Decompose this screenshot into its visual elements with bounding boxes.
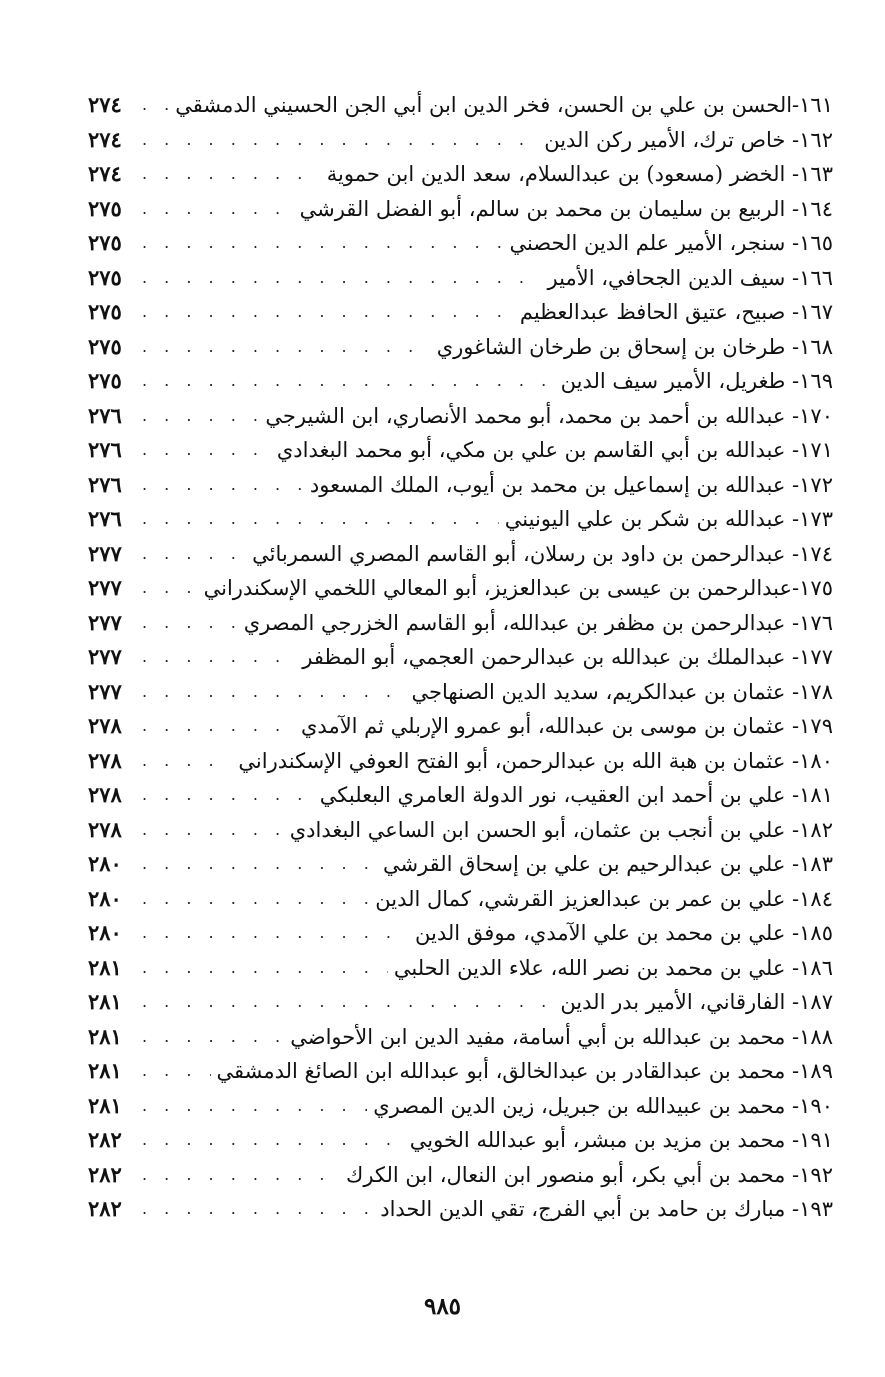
entry-title: ١٧٨- عثمان بن عبدالكريم، سديد الدين الصنهاجي bbox=[411, 679, 833, 704]
dot-leader bbox=[142, 985, 554, 1019]
entry-title: ١٩٠- محمد بن عبيدالله بن جبريل، زين الدين المصري bbox=[373, 1093, 833, 1118]
entry-title: ١٧٦- عبدالرحمن بن مظفر بن عبدالله، أبو القاسم الخزرجي المصري bbox=[243, 610, 833, 635]
entry-page-number: ٢٧٨ bbox=[88, 816, 122, 842]
dot-leader bbox=[142, 640, 296, 674]
toc-entry bbox=[88, 226, 833, 261]
toc-entry bbox=[88, 813, 833, 848]
toc-entry bbox=[88, 433, 833, 468]
toc-entry bbox=[88, 192, 833, 227]
entry-page-number: ٢٨٠ bbox=[88, 851, 122, 877]
dot-leader bbox=[142, 709, 295, 743]
toc-entry bbox=[88, 1123, 833, 1158]
toc-entry bbox=[88, 847, 833, 882]
entry-title: ١٧٤- عبدالرحمن بن داود بن رسلان، أبو القاسم المصري السمربائي bbox=[252, 541, 833, 566]
toc-entry bbox=[88, 571, 833, 606]
entry-title: ١٩١- محمد بن مزيد بن مبشر، أبو عبدالله الخويي bbox=[409, 1128, 833, 1153]
entry-page-number: ٢٨١ bbox=[88, 1058, 122, 1084]
entry-title: ١٦٢- خاص ترك، الأمير ركن الدين bbox=[544, 127, 833, 152]
dot-leader bbox=[142, 330, 431, 364]
dot-leader bbox=[142, 433, 271, 467]
dot-leader bbox=[142, 778, 314, 812]
entry-page-number: ٢٧٦ bbox=[88, 506, 122, 532]
entry-title: ١٩٢- محمد بن أبي بكر، أبو منصور ابن النعال، ابن الكرك bbox=[346, 1162, 833, 1187]
dot-leader bbox=[142, 1192, 374, 1226]
entry-page-number: ٢٧٧ bbox=[88, 678, 122, 704]
toc-entry bbox=[88, 330, 833, 365]
dot-leader bbox=[142, 468, 304, 502]
toc-entry bbox=[88, 123, 833, 158]
entry-page-number: ٢٨١ bbox=[88, 1023, 122, 1049]
entry-title: ١٨٨- محمد بن عبدالله بن أبي أسامة، مفيد الدين ابن الأحواضي bbox=[290, 1024, 833, 1049]
toc-entry bbox=[88, 675, 833, 710]
entry-page-number: ٢٨٠ bbox=[88, 885, 122, 911]
entry-title: ١٧٧- عبدالملك بن عبدالله بن عبدالرحمن العجمي، أبو المظفر bbox=[302, 645, 833, 670]
dot-leader bbox=[142, 1158, 340, 1192]
toc-entry bbox=[88, 502, 833, 537]
dot-leader bbox=[142, 847, 377, 881]
dot-leader bbox=[142, 813, 284, 847]
entry-title: ١٦٤- الربيع بن سليمان بن محمد بن سالم، أبو الفضل القرشي bbox=[299, 196, 833, 221]
entry-title: ١٨٩- محمد بن عبدالقادر بن عبدالخالق، أبو عبدالله ابن الصائغ الدمشقي bbox=[216, 1059, 833, 1084]
entry-title: ١٧٣- عبدالله بن شكر بن علي اليونيني bbox=[504, 507, 833, 532]
entry-page-number: ٢٧٨ bbox=[88, 713, 122, 739]
toc-entry bbox=[88, 468, 833, 503]
entry-title: ١٦٥- سنجر، الأمير علم الدين الحصني bbox=[509, 231, 833, 256]
entry-title: ١٧١- عبدالله بن أبي القاسم بن علي بن مكي، أبو محمد البغدادي bbox=[276, 438, 833, 463]
dot-leader bbox=[142, 537, 246, 571]
entry-page-number: ٢٧٥ bbox=[88, 264, 122, 290]
dot-leader bbox=[142, 571, 198, 605]
dot-leader bbox=[142, 916, 409, 950]
entry-title: ١٨٠- عثمان بن هبة الله بن عبدالرحمن، أبو الفتح العوفي الإسكندراني bbox=[238, 748, 833, 773]
entry-page-number: ٢٧٦ bbox=[88, 437, 122, 463]
toc-entry bbox=[88, 1020, 833, 1055]
toc-entry bbox=[88, 1158, 833, 1193]
entry-page-number: ٢٨١ bbox=[88, 989, 122, 1015]
entry-page-number: ٢٧٤ bbox=[88, 92, 122, 118]
toc-entry bbox=[88, 709, 833, 744]
entry-page-number: ٢٨٢ bbox=[88, 1196, 122, 1222]
dot-leader bbox=[142, 1089, 367, 1123]
entry-title: ١٦٨- طرخان بن إسحاق بن طرخان الشاغوري bbox=[436, 334, 833, 359]
entry-page-number: ٢٧٥ bbox=[88, 195, 122, 221]
entry-page-number: ٢٨١ bbox=[88, 1092, 122, 1118]
entry-title: ١٨١- علي بن أحمد ابن العقيب، نور الدولة العامري البعلبكي bbox=[319, 783, 833, 808]
entry-page-number: ٢٨١ bbox=[88, 954, 122, 980]
entry-title: ١٧٠- عبدالله بن أحمد بن محمد، أبو محمد الأنصاري، ابن الشيرجي bbox=[265, 403, 833, 428]
toc-entry bbox=[88, 951, 833, 986]
entry-title: ١٧٥-عبدالرحمن بن عيسى بن عبدالعزيز، أبو المعالي اللخمي الإسكندراني bbox=[203, 576, 833, 601]
dot-leader bbox=[142, 1020, 284, 1054]
dot-leader bbox=[142, 123, 538, 157]
toc-entry bbox=[88, 778, 833, 813]
entry-title: ١٨٢- علي بن أنجب بن عثمان، أبو الحسن ابن الساعي البغدادي bbox=[289, 817, 833, 842]
entry-title: ١٨٣- علي بن عبدالرحيم بن علي بن إسحاق القرشي bbox=[382, 852, 833, 877]
toc-entry bbox=[88, 537, 833, 572]
entry-page-number: ٢٧٥ bbox=[88, 299, 122, 325]
entry-page-number: ٢٧٤ bbox=[88, 161, 122, 187]
toc-entry bbox=[88, 157, 833, 192]
entry-title: ١٧٢- عبدالله بن إسماعيل بن محمد بن أيوب، الملك المسعود bbox=[309, 472, 833, 497]
entry-page-number: ٢٧٤ bbox=[88, 126, 122, 152]
toc-entry bbox=[88, 882, 833, 917]
entry-title: ١٦٦- سيف الدين الجحافي، الأمير bbox=[547, 265, 833, 290]
toc-entry bbox=[88, 295, 833, 330]
table-of-contents bbox=[88, 88, 833, 1227]
entry-title: ١٨٤- علي بن عمر بن عبدالعزيز القرشي، كمال الدين bbox=[375, 886, 833, 911]
dot-leader bbox=[142, 882, 369, 916]
toc-entry bbox=[88, 640, 833, 675]
dot-leader bbox=[142, 399, 259, 433]
entry-page-number: ٢٨٠ bbox=[88, 920, 122, 946]
entry-title: ١٨٥- علي بن محمد بن علي الآمدي، موفق الدين bbox=[415, 921, 833, 946]
toc-entry bbox=[88, 744, 833, 779]
toc-entry bbox=[88, 88, 833, 123]
dot-leader bbox=[142, 951, 388, 985]
entry-page-number: ٢٧٧ bbox=[88, 644, 122, 670]
dot-leader bbox=[142, 157, 321, 191]
entry-title: ١٨٦- علي بن محمد بن نصر الله، علاء الدين الحلبي bbox=[393, 955, 833, 980]
entry-title: ١٦١-الحسن بن علي بن الحسن، فخر الدين ابن أبي الجن الحسيني الدمشقي bbox=[175, 93, 833, 118]
entry-page-number: ٢٨٢ bbox=[88, 1161, 122, 1187]
dot-leader bbox=[142, 1123, 404, 1157]
dot-leader bbox=[142, 606, 238, 640]
page-number: ٩٨٥ bbox=[423, 1293, 462, 1320]
toc-entry bbox=[88, 399, 833, 434]
entry-page-number: ٢٧٨ bbox=[88, 747, 122, 773]
entry-page-number: ٢٧٧ bbox=[88, 609, 122, 635]
dot-leader bbox=[142, 744, 232, 778]
dot-leader bbox=[142, 192, 294, 226]
entry-page-number: ٢٧٥ bbox=[88, 333, 122, 359]
entry-page-number: ٢٧٧ bbox=[88, 540, 122, 566]
dot-leader bbox=[142, 88, 169, 122]
entry-page-number: ٢٧٦ bbox=[88, 402, 122, 428]
dot-leader bbox=[142, 364, 555, 398]
toc-entry bbox=[88, 916, 833, 951]
dot-leader bbox=[142, 1054, 211, 1088]
toc-entry bbox=[88, 364, 833, 399]
entry-title: ١٧٩- عثمان بن موسى بن عبدالله، أبو عمرو الإربلي ثم الآمدي bbox=[300, 714, 833, 739]
toc-entry bbox=[88, 1192, 833, 1227]
dot-leader bbox=[142, 226, 503, 260]
entry-page-number: ٢٧٦ bbox=[88, 471, 122, 497]
entry-title: ١٦٧- صبيح، عتيق الحافظ عبدالعظيم bbox=[519, 300, 833, 325]
entry-title: ١٩٣- مبارك بن حامد بن أبي الفرج، تقي الدين الحداد bbox=[380, 1197, 833, 1222]
dot-leader bbox=[142, 295, 514, 329]
dot-leader bbox=[142, 502, 499, 536]
toc-entry bbox=[88, 1089, 833, 1124]
entry-title: ١٦٩- طغريل، الأمير سيف الدين bbox=[560, 369, 833, 394]
toc-entry bbox=[88, 606, 833, 641]
entry-page-number: ٢٧٥ bbox=[88, 368, 122, 394]
dot-leader bbox=[142, 675, 406, 709]
toc-entry bbox=[88, 1054, 833, 1089]
toc-entry bbox=[88, 985, 833, 1020]
toc-entry bbox=[88, 261, 833, 296]
entry-title: ١٨٧- الفارقاني، الأمير بدر الدين bbox=[560, 990, 833, 1015]
entry-page-number: ٢٨٢ bbox=[88, 1127, 122, 1153]
dot-leader bbox=[142, 261, 542, 295]
entry-page-number: ٢٧٨ bbox=[88, 782, 122, 808]
entry-page-number: ٢٧٥ bbox=[88, 230, 122, 256]
entry-page-number: ٢٧٧ bbox=[88, 575, 122, 601]
entry-title: ١٦٣- الخضر (مسعود) بن عبدالسلام، سعد الدين ابن حموية bbox=[326, 162, 833, 187]
